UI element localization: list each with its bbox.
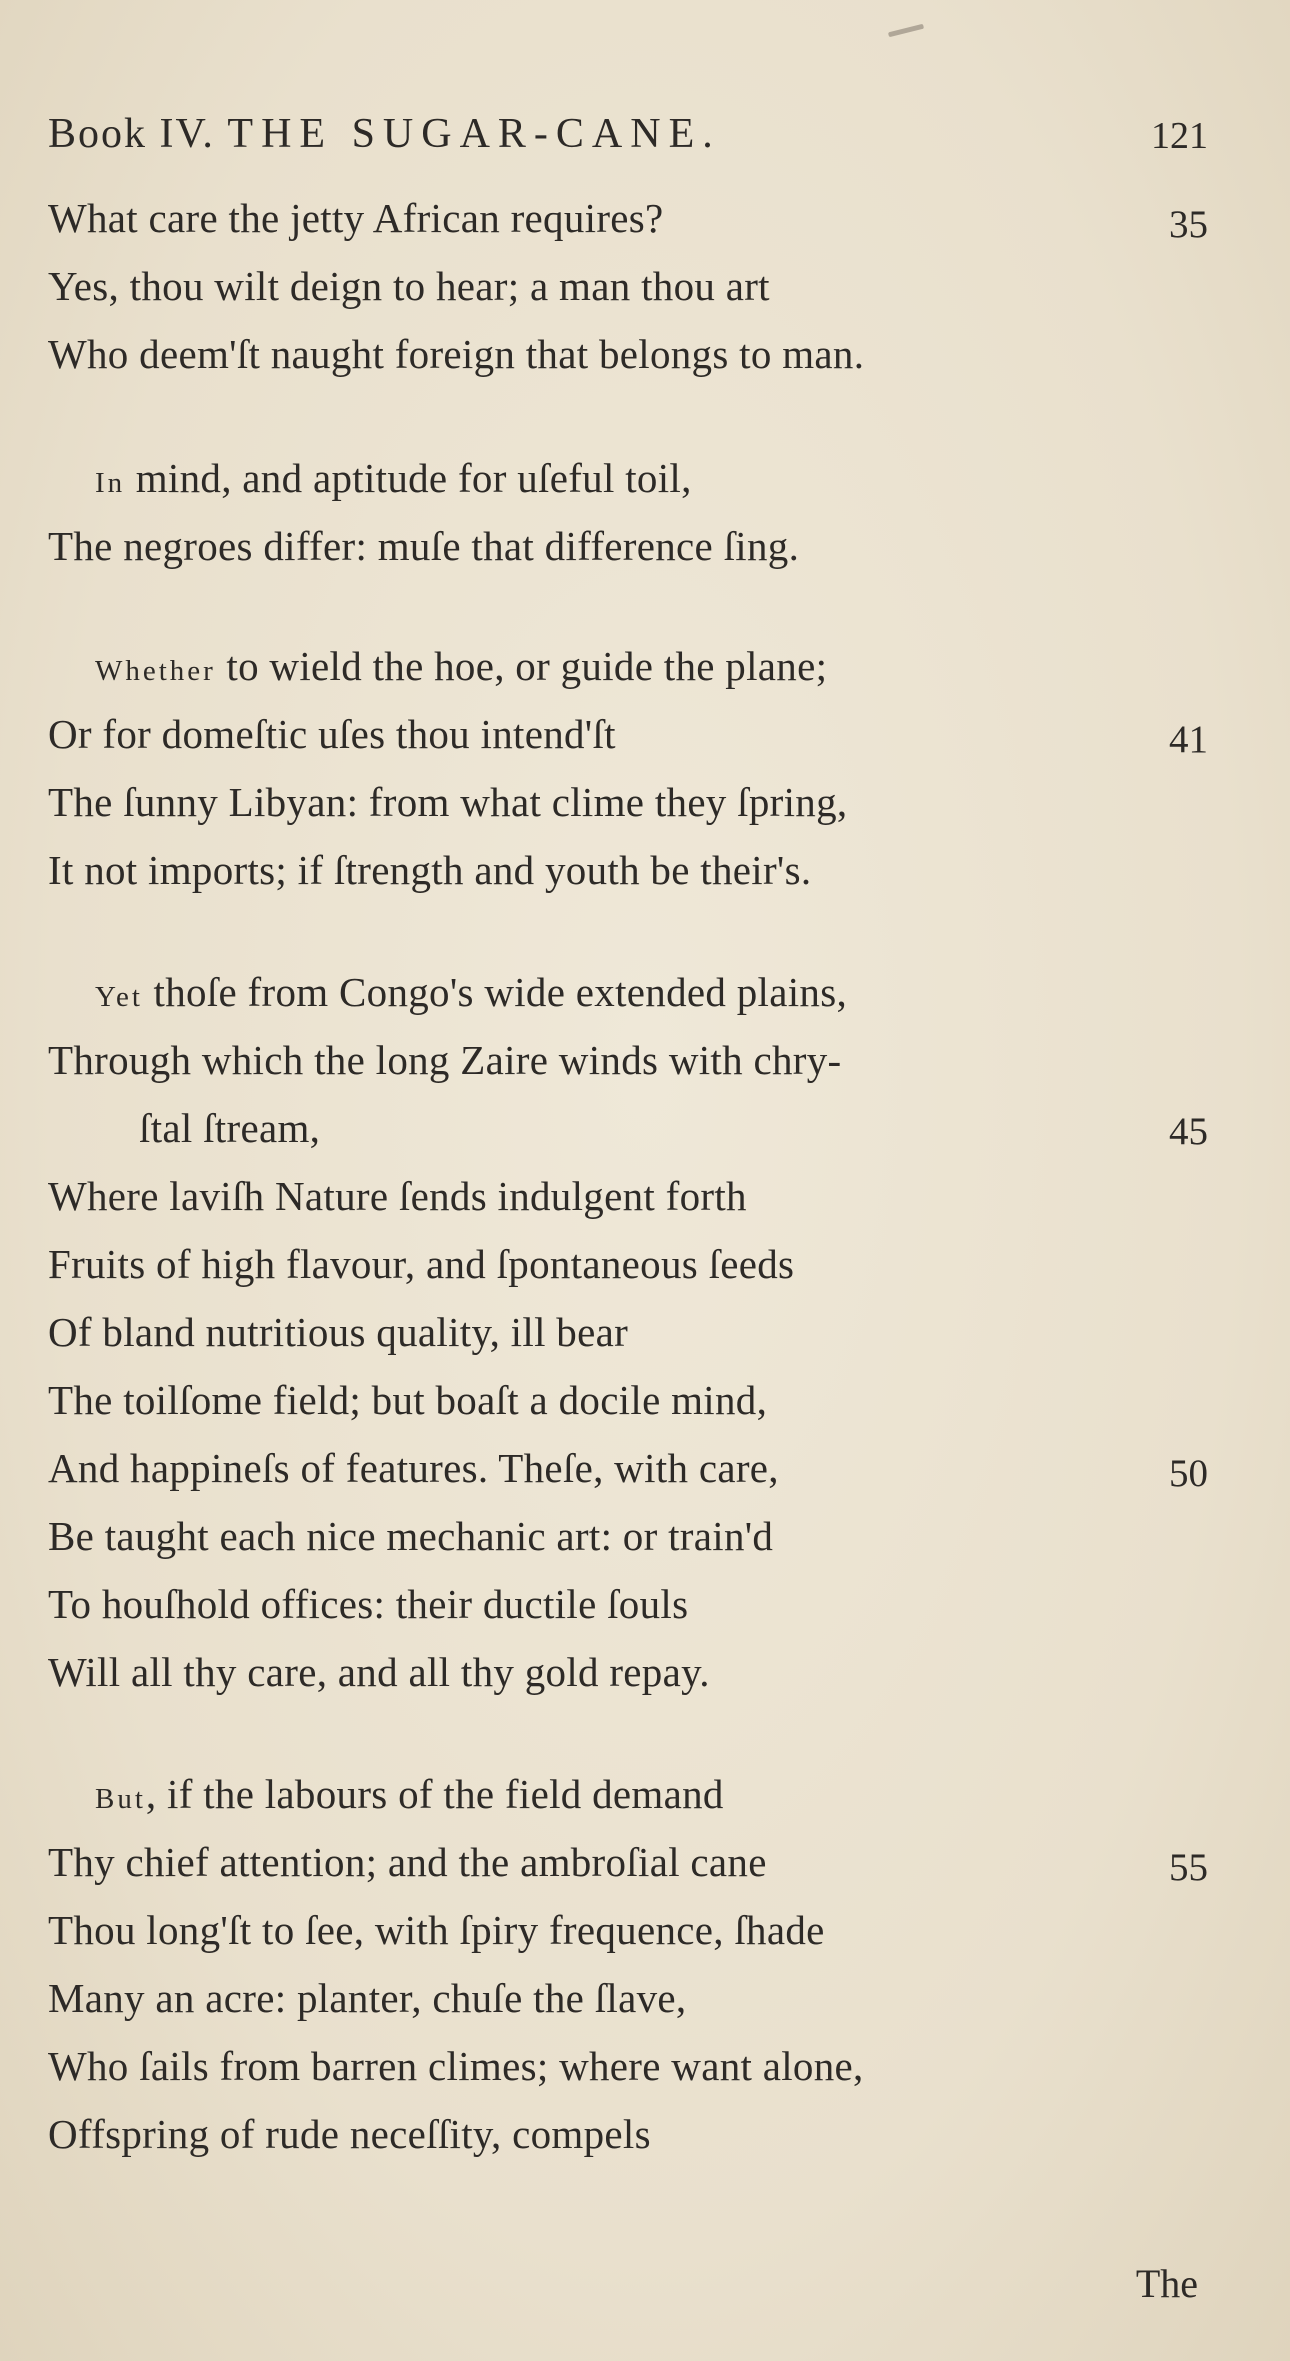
verse-line: Offspring of rude neceſſity, compels bbox=[48, 2111, 651, 2157]
ink-mark bbox=[888, 24, 924, 38]
line-number: 35 bbox=[1169, 203, 1208, 246]
line-number: 50 bbox=[1169, 1452, 1208, 1495]
verse-text: thoſe from Congo's wide extended plains, bbox=[142, 969, 848, 1015]
verse-line-continuation: ſtal ſtream, bbox=[139, 1105, 321, 1151]
verse-line: What care the jetty African requires? bbox=[48, 195, 664, 241]
small-caps-lead: But bbox=[95, 1783, 146, 1815]
running-header bbox=[48, 110, 721, 158]
verse-line: Many an acre: planter, chuſe the ſlave, bbox=[48, 1975, 687, 2021]
verse-line: And happineſs of features. Theſe, with care, bbox=[48, 1445, 779, 1491]
small-caps-lead: Whether bbox=[95, 655, 216, 687]
book-label: Book IV. bbox=[48, 111, 215, 157]
line-number: 41 bbox=[1169, 718, 1208, 761]
verse-line: Thy chief attention; and the ambroſial cane bbox=[48, 1839, 767, 1885]
running-title: THE SUGAR-CANE. bbox=[227, 111, 721, 157]
verse-line: Who deem'ſt naught foreign that belongs to man. bbox=[48, 331, 865, 377]
line-number: 55 bbox=[1169, 1846, 1208, 1889]
verse-line: To houſhold offices: their ductile ſouls bbox=[48, 1581, 689, 1627]
verse-text: mind, and aptitude for uſeful toil, bbox=[125, 455, 692, 501]
verse-line: Fruits of high flavour, and ſpontaneous ſeeds bbox=[48, 1241, 795, 1287]
verse-line: Will all thy care, and all thy gold repay. bbox=[48, 1649, 710, 1695]
verse-line: Be taught each nice mechanic art: or train'd bbox=[48, 1513, 774, 1559]
verse-line: Yes, thou wilt deign to hear; a man thou art bbox=[48, 263, 770, 309]
verse-line: Thou long'ſt to ſee, with ſpiry frequence, ſhade bbox=[48, 1907, 825, 1953]
verse-line: Or for domeſtic uſes thou intend'ſt bbox=[48, 711, 616, 757]
verse-text: to wield the hoe, or guide the plane; bbox=[215, 643, 828, 689]
verse-line bbox=[95, 455, 692, 501]
verse-line: It not imports; if ſtrength and youth be their's. bbox=[48, 847, 812, 893]
verse-line bbox=[95, 969, 848, 1015]
verse-text: , if the labours of the field demand bbox=[145, 1771, 724, 1817]
verse-line: Of bland nutritious quality, ill bear bbox=[48, 1309, 629, 1355]
page-number: 121 bbox=[1151, 115, 1208, 157]
verse-line: The negroes differ: muſe that difference ſing. bbox=[48, 523, 800, 569]
verse-line: Where laviſh Nature ſends indulgent forth bbox=[48, 1173, 747, 1219]
verse-line: The toilſome field; but boaſt a docile mind, bbox=[48, 1377, 768, 1423]
verse-line bbox=[95, 643, 828, 689]
verse-line: Who ſails from barren climes; where want alone, bbox=[48, 2043, 864, 2089]
line-number: 45 bbox=[1169, 1110, 1208, 1153]
verse-line: Through which the long Zaire winds with chry- bbox=[48, 1037, 842, 1083]
verse-line bbox=[95, 1771, 724, 1817]
catchword: The bbox=[1135, 2261, 1198, 2306]
small-caps-lead: Yet bbox=[95, 981, 143, 1013]
small-caps-lead: In bbox=[95, 467, 126, 499]
verse-line: The ſunny Libyan: from what clime they ſpring, bbox=[48, 779, 848, 825]
